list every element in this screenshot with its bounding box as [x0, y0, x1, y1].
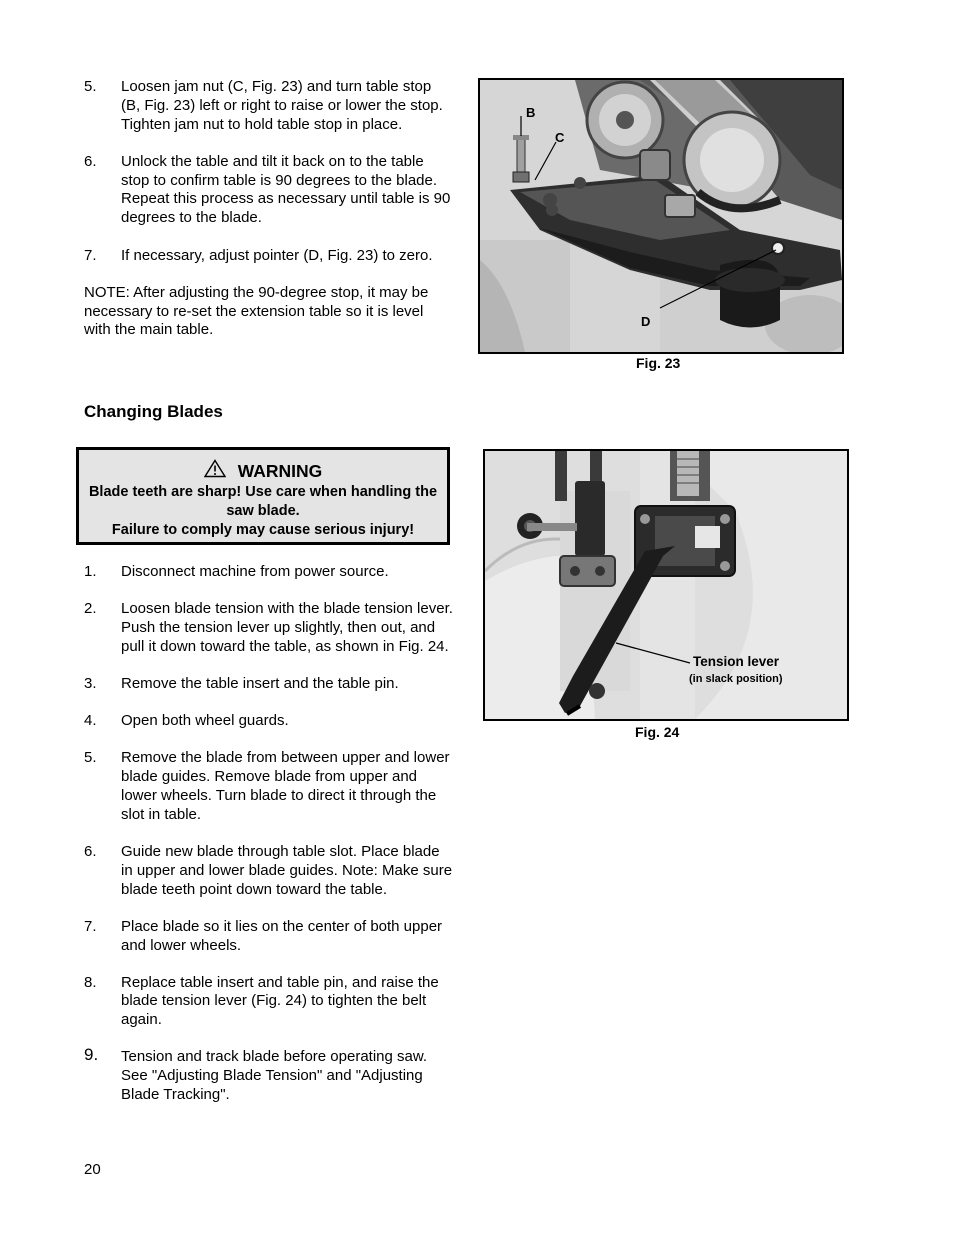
list-item: 5. Loosen jam nut (C, Fig. 23) and turn table stop (B, Fig. 23) left or right to raise or lower the stop. Tighten jam nut to hold table stop in place. [84, 78, 443, 133]
figure-24-caption: Fig. 24 [635, 724, 680, 740]
warning-line-2: Failure to comply may cause serious injury! [111, 522, 415, 538]
list-item: 6. Unlock the table and tilt it back on to the table stop to confirm table is 90 degrees to the blade. Repeat this process as necessary until table is 90 degrees to the blade. [84, 152, 451, 227]
list-item: 1. Disconnect machine from power source. [84, 563, 389, 580]
warning-title [79, 459, 447, 483]
list-item: 2. Loosen blade tension with the blade tension lever. Push the tension lever up slightly, then out, and pull it down toward the table, as shown in Fig. 24. [84, 600, 453, 655]
warning-title-text: WARNING [237, 461, 323, 481]
warning-line-1: Blade teeth are sharp! Use care when handling the saw blade. [88, 484, 438, 519]
list-item: 9. Tension and track blade before operating saw. See "Adjusting Blade Tension" and "Adjusting Blade Tracking". [84, 1045, 428, 1104]
left-column-top [84, 78, 454, 340]
list-item: 5. Remove the blade from between upper and lower blade guides. Remove blade from upper and lower wheels. Turn blade to direct it through the slot in table. [84, 749, 450, 823]
figure-23-illustration [480, 80, 842, 352]
warning-triangle-icon [204, 459, 226, 483]
list-item: 8. Replace table insert and table pin, and raise the blade tension lever (Fig. 24) to tighten the belt again. [84, 973, 439, 1029]
list-item: 7. Place blade so it lies on the center of both upper and lower wheels. [84, 917, 443, 954]
figure-24-label: Tension lever [693, 654, 780, 669]
figure-23-label-c: C [555, 130, 565, 145]
figure-23-photo [478, 78, 844, 354]
note-paragraph: NOTE: After adjusting the 90-degree stop, it may be necessary to re-set the extension table so it is level with the main table. [84, 283, 429, 339]
left-column-bottom [84, 563, 454, 1123]
list-item: 4. Open both wheel guards. [84, 712, 289, 730]
figure-23-caption: Fig. 23 [636, 355, 681, 371]
figure-23-label-d: D [641, 314, 651, 329]
figure-24-photo [483, 449, 849, 721]
blade-steps-list [84, 563, 454, 1105]
list-item: 7. If necessary, adjust pointer (D, Fig. 23) to zero. [84, 246, 433, 264]
section-heading: Changing Blades [84, 402, 223, 421]
figure-24-sublabel: (in slack position) [689, 673, 783, 685]
figure-24-illustration [485, 451, 847, 719]
page-number: 20 [84, 1161, 101, 1178]
list-item: 6. Guide new blade through table slot. Place blade in upper and lower blade guides. Note: Make sure blade teeth point down toward the table. [84, 842, 453, 898]
figure-23-label-b: B [526, 105, 536, 120]
list-item: 3. Remove the table insert and the table pin. [84, 674, 399, 692]
warning-box [76, 447, 450, 545]
adjust-steps-list [84, 78, 454, 265]
